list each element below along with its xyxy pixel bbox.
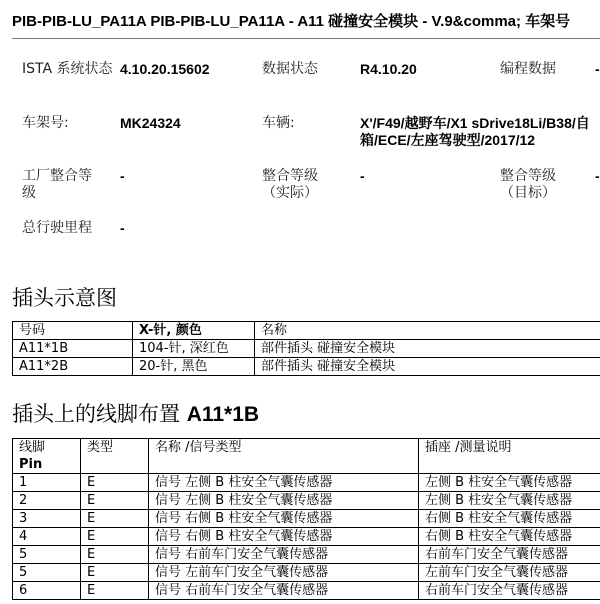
pin-number: 6: [13, 582, 81, 600]
table-row: [13, 510, 600, 528]
pin-socket: 左前车门安全气囊传感器: [419, 564, 600, 582]
table-row: [13, 358, 600, 376]
pin-number: 5: [13, 546, 81, 564]
pin-table-header: [13, 439, 600, 474]
pin-signal: 信号 左侧 B 柱安全气囊传感器: [149, 474, 419, 492]
pin-number: 5: [13, 564, 81, 582]
connector-pins: 104-针, 深红色: [133, 340, 255, 358]
vin-label: 车架号:: [22, 115, 69, 131]
pin-socket: 右侧 B 柱安全气囊传感器: [419, 510, 600, 528]
connector-section-title: 插头示意图: [12, 286, 117, 310]
mileage-label: 总行驶里程: [22, 220, 92, 236]
pin-number: 2: [13, 492, 81, 510]
connector-name: 部件插头 碰撞安全模块: [255, 340, 600, 358]
prog-data-label: 编程数据: [500, 61, 556, 77]
pin-signal: 信号 右侧 B 柱安全气囊传感器: [149, 510, 419, 528]
pin-signal: 信号 右侧 B 柱安全气囊传感器: [149, 528, 419, 546]
connector-id: A11*2B: [13, 358, 133, 376]
pin-type: E: [81, 510, 149, 528]
connector-name: 部件插头 碰撞安全模块: [255, 358, 600, 376]
col-pin: 线脚 Pin: [13, 439, 81, 474]
pin-socket: 右前车门安全气囊传感器: [419, 546, 600, 564]
col-pins-color: X-针, 颜色: [133, 322, 255, 340]
pin-socket: 左侧 B 柱安全气囊传感器: [419, 492, 600, 510]
factory-level-label-1: 工厂整合等: [22, 168, 92, 184]
data-status-value: R4.10.20: [360, 61, 417, 77]
connector-id: A11*1B: [13, 340, 133, 358]
col-name: 名称: [255, 322, 600, 340]
vehicle-value-line2: 箱/ECE/左座驾驶型/2017/12: [360, 132, 536, 148]
pin-socket: 左侧 B 柱安全气囊传感器: [419, 474, 600, 492]
col-signal-name: 名称 /信号类型: [149, 439, 419, 474]
pin-number: 3: [13, 510, 81, 528]
pin-type: E: [81, 546, 149, 564]
pin-table: [12, 438, 600, 600]
vin-value: MK24324: [120, 115, 181, 131]
col-type: 类型: [81, 439, 149, 474]
target-level-label-2: （目标）: [500, 185, 556, 201]
pin-number: 1: [13, 474, 81, 492]
document-header: PIB-PIB-LU_PA11A PIB-PIB-LU_PA11A - A11 碰撞安全模块 - V.9&comma; 车架号: [12, 13, 571, 30]
ista-label: ISTA 系统状态: [22, 61, 113, 77]
factory-level-label-2: 级: [22, 185, 36, 201]
table-row: [13, 582, 600, 600]
connector-table-header: [13, 322, 600, 340]
pin-section-title: 插头上的线脚布置 A11*1B: [12, 402, 260, 426]
data-status-label: 数据状态: [262, 61, 318, 77]
table-row: [13, 546, 600, 564]
table-row: [13, 340, 600, 358]
mileage-value: -: [120, 220, 125, 236]
table-row: [13, 528, 600, 546]
pin-type: E: [81, 492, 149, 510]
actual-level-label-1: 整合等级: [262, 168, 318, 184]
pin-type: E: [81, 564, 149, 582]
vehicle-label: 车辆:: [262, 115, 295, 131]
connector-table: [12, 321, 600, 376]
table-row: [13, 474, 600, 492]
target-level-value: -: [595, 168, 600, 184]
target-level-label-1: 整合等级: [500, 168, 556, 184]
pin-socket: 右前车门安全气囊传感器: [419, 582, 600, 600]
pin-socket: 右侧 B 柱安全气囊传感器: [419, 528, 600, 546]
col-number: 号码: [13, 322, 133, 340]
connector-pins: 20-针, 黑色: [133, 358, 255, 376]
pin-signal: 信号 左前车门安全气囊传感器: [149, 564, 419, 582]
ista-value: 4.10.20.15602: [120, 61, 210, 77]
pin-type: E: [81, 474, 149, 492]
pin-signal: 信号 右前车门安全气囊传感器: [149, 582, 419, 600]
actual-level-value: -: [360, 168, 365, 184]
col-socket: 插座 /测量说明: [419, 439, 600, 474]
pin-number: 4: [13, 528, 81, 546]
prog-data-value: -: [595, 61, 600, 77]
pin-signal: 信号 左侧 B 柱安全气囊传感器: [149, 492, 419, 510]
actual-level-label-2: （实际）: [262, 185, 318, 201]
pin-type: E: [81, 528, 149, 546]
table-row: [13, 564, 600, 582]
vehicle-info-panel: [0, 0, 600, 260]
vehicle-value-line1: X'/F49/越野车/X1 sDrive18Li/B38/自: [360, 115, 590, 131]
factory-level-value: -: [120, 168, 125, 184]
table-row: [13, 492, 600, 510]
pin-signal: 信号 右前车门安全气囊传感器: [149, 546, 419, 564]
pin-type: E: [81, 582, 149, 600]
